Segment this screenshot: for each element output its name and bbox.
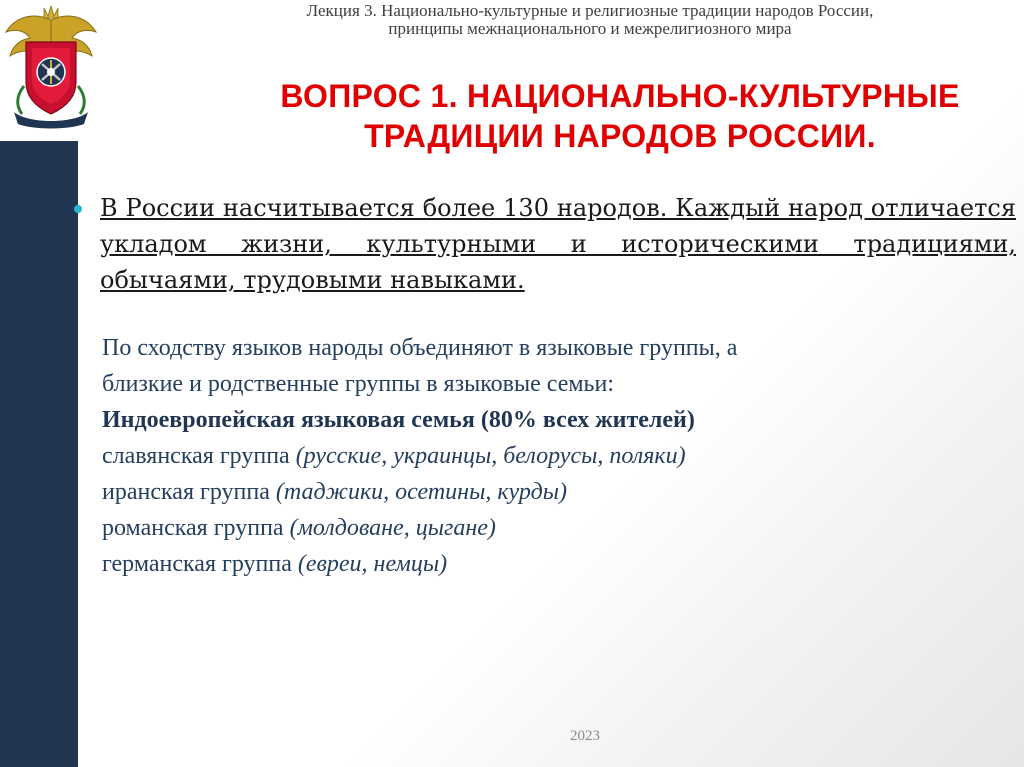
intro-line-2: близкие и родственные группы в языковые семьи:	[102, 371, 614, 397]
language-families-block	[102, 330, 982, 582]
group-name: славянская группа	[102, 443, 296, 469]
family-heading: Индоевропейская языковая семья (80% всех жителей)	[102, 407, 695, 433]
group-line	[102, 546, 982, 582]
group-line	[102, 510, 982, 546]
group-line	[102, 438, 982, 474]
group-name: иранская группа	[102, 479, 276, 505]
group-peoples: (русские, украинцы, белорусы, поляки)	[295, 443, 686, 469]
side-bar	[0, 141, 78, 767]
bullet-paragraph: В России насчитывается более 130 народов. Каждый народ отличается укладом жизни, культурными и историческими традициями, обычаями, трудовыми навыками.	[100, 194, 1016, 294]
lecture-header	[160, 2, 1020, 38]
intro-line-1: По сходству языков народы объединяют в языковые группы, а	[102, 335, 738, 361]
footer-year: 2023	[570, 728, 600, 744]
lecture-header-line2: принципы межнационального и межрелигиозного мира	[388, 19, 792, 38]
group-peoples: (таджики, осетины, курды)	[275, 479, 567, 505]
slide-title-line1: ВОПРОС 1. НАЦИОНАЛЬНО-КУЛЬТУРНЫЕ	[280, 78, 960, 114]
lecture-header-line1: Лекция 3. Национально-культурные и религиозные традиции народов России,	[306, 1, 874, 20]
group-line	[102, 474, 982, 510]
group-peoples: (евреи, немцы)	[297, 551, 448, 577]
group-peoples: (молдоване, цыгане)	[289, 515, 496, 541]
bullet-dot-icon	[74, 205, 82, 213]
slide-title	[180, 76, 1024, 156]
slide-title-line2: ТРАДИЦИИ НАРОДОВ РОССИИ.	[364, 118, 876, 154]
group-name: германская группа	[102, 551, 298, 577]
double-headed-eagle-emblem-icon	[4, 2, 98, 130]
group-name: романская группа	[102, 515, 290, 541]
